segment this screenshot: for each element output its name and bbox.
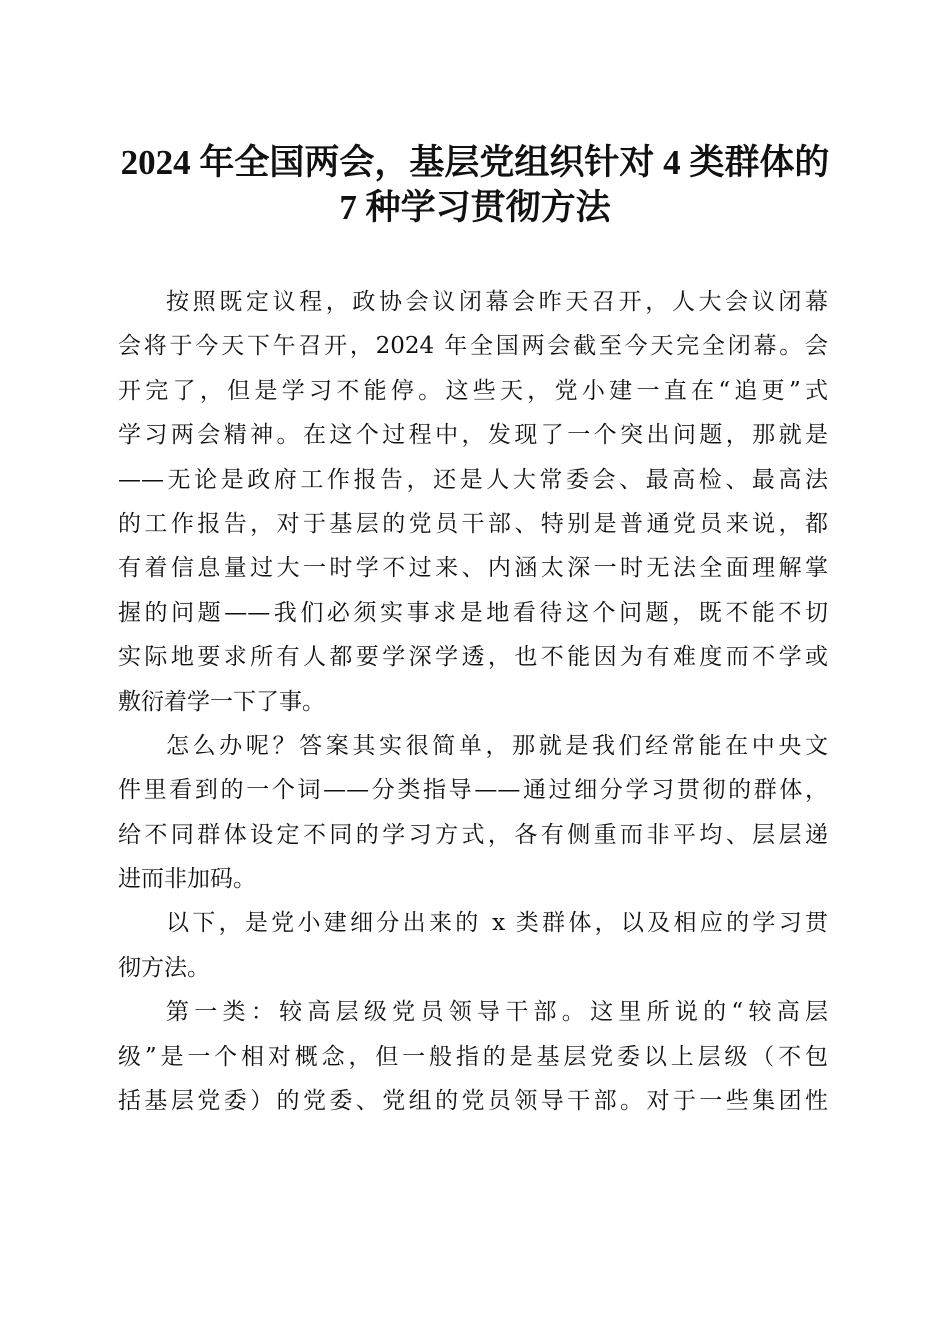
title-line: 7 种学习贯彻方法: [339, 188, 611, 227]
title-line: 2024 年全国两会，基层党组织针对 4 类群体的: [120, 143, 830, 182]
text-line: 实际地要求所有人都要学深学透，也不能因为有难度而不学或: [118, 644, 828, 671]
text-line: 彻方法。: [118, 954, 210, 981]
document-body: [118, 280, 828, 1123]
text-line: 握的问题——我们必须实事求是地看待这个问题，既不能不切: [118, 599, 828, 626]
text-line: 有着信息量过大一时学不过来、内涵太深一时无法全面理解掌: [118, 555, 828, 582]
text-line: 级”是一个相对概念，但一般指的是基层党委以上层级（不包: [118, 1043, 828, 1070]
text-line: 开完了，但是学习不能停。这些天，党小建一直在“追更”式: [118, 377, 828, 404]
text-line: 件里看到的一个词——分类指导——通过细分学习贯彻的群体，: [118, 777, 828, 804]
text-line: 进而非加码。: [118, 866, 256, 893]
text-line: 以下，是党小建细分出来的 x 类群体，以及相应的学习贯: [166, 910, 828, 937]
document-title: [0, 140, 950, 230]
text-line: 第一类：较高层级党员领导干部。这里所说的“较高层: [166, 999, 828, 1026]
paragraph: [118, 901, 828, 990]
text-line: 的工作报告，对于基层的党员干部、特别是普通党员来说，都: [118, 510, 828, 537]
text-line: ——无论是政府工作报告，还是人大常委会、最高检、最高法: [118, 466, 828, 493]
text-line: 会将于今天下午召开，2024 年全国两会截至今天完全闭幕。会: [118, 333, 828, 360]
text-line: 敷衍着学一下了事。: [118, 688, 325, 715]
text-line: 怎么办呢？答案其实很简单，那就是我们经常能在中央文: [166, 732, 828, 759]
text-line: 按照既定议程，政协会议闭幕会昨天召开，人大会议闭幕: [166, 289, 828, 315]
paragraph: [118, 724, 828, 902]
text-line: 括基层党委）的党委、党组的党员领导干部。对于一些集团性: [118, 1088, 828, 1115]
paragraph: [118, 990, 828, 1123]
text-line: 给不同群体设定不同的学习方式，各有侧重而非平均、层层递: [118, 821, 828, 848]
paragraph: [118, 280, 828, 724]
text-line: 学习两会精神。在这个过程中，发现了一个突出问题，那就是: [118, 422, 828, 449]
